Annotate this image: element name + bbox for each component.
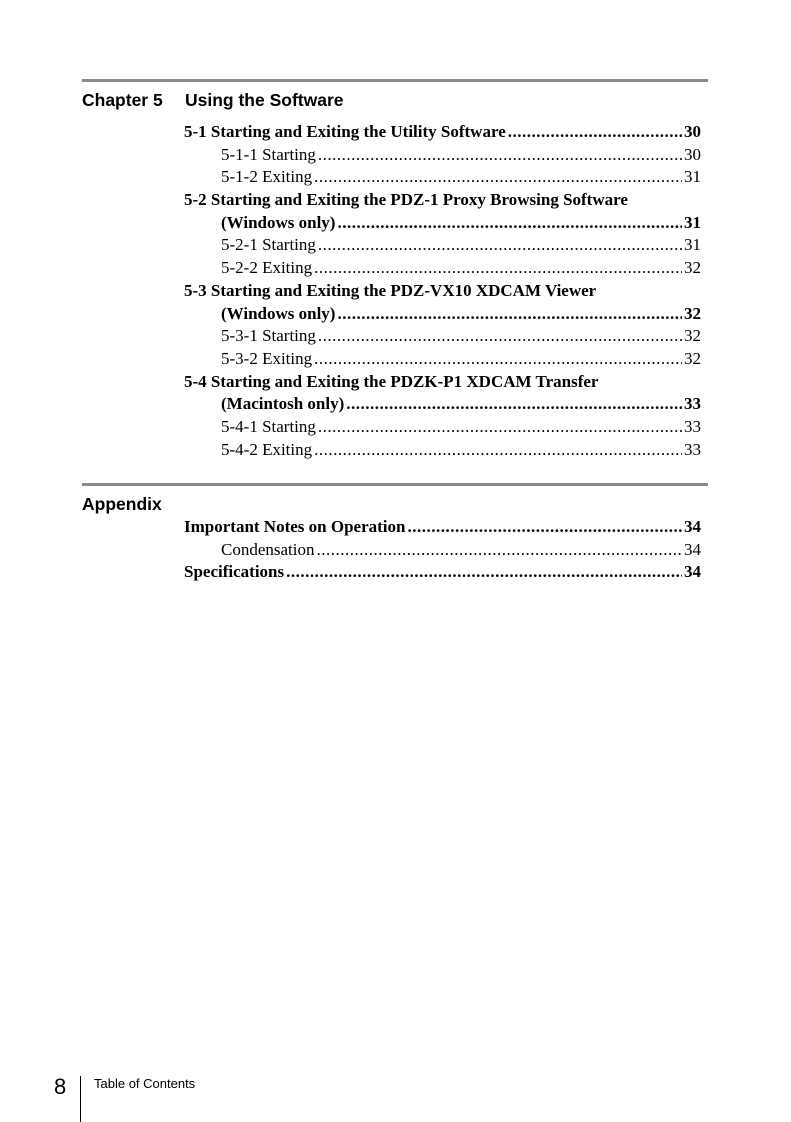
chapter-title: Using the Software: [185, 90, 344, 110]
toc-dot-leader: [314, 439, 682, 462]
toc-entry[interactable]: [184, 234, 701, 257]
toc-page-number: 34: [684, 562, 701, 582]
toc-entry-title: (Windows only): [221, 212, 336, 232]
toc-page-number: 31: [684, 235, 701, 255]
toc-dot-leader: [314, 348, 682, 371]
toc-entry[interactable]: [184, 371, 701, 394]
toc-entry-title: Important Notes on Operation: [184, 517, 406, 536]
toc-dot-leader: [314, 257, 682, 280]
page-number: 8: [54, 1074, 67, 1099]
toc-page-number: 34: [684, 517, 701, 536]
toc-dot-leader: [318, 325, 682, 348]
chapter-heading: [82, 89, 708, 111]
toc-dot-leader: [286, 561, 682, 584]
toc-entry-title: 5-3 Starting and Exiting the PDZ-VX10 XDCAM Viewer: [184, 280, 597, 300]
toc-page-number: 32: [684, 326, 701, 346]
chapter-section: [82, 79, 708, 461]
toc-entry[interactable]: [184, 257, 701, 280]
toc-page-number: 33: [684, 416, 701, 436]
toc-page-number: 31: [684, 167, 701, 187]
section-rule: [82, 483, 708, 486]
appendix-heading: [82, 493, 708, 515]
toc-entry-title: 5-2-1 Starting: [221, 235, 316, 255]
appendix-label: Appendix: [82, 494, 162, 514]
toc-page-number: 32: [684, 348, 701, 368]
toc-page-number: 30: [684, 122, 701, 141]
toc-dot-leader: [314, 166, 682, 189]
toc-dot-leader: [508, 121, 682, 144]
chapter-label: Chapter 5: [82, 90, 163, 110]
toc-entry[interactable]: [184, 212, 701, 235]
appendix-section: [82, 483, 708, 584]
toc-dot-leader: [407, 516, 682, 539]
toc-entry-title: 5-2 Starting and Exiting the PDZ-1 Proxy Browsing Software: [184, 190, 628, 210]
toc-entry[interactable]: [184, 516, 701, 539]
toc-dot-leader: [337, 303, 682, 326]
toc-page-number: 30: [684, 144, 701, 164]
toc-entry-title: 5-2-2 Exiting: [221, 258, 313, 278]
toc-entry-title: 5-1-1 Starting: [221, 144, 316, 164]
toc-entry-title: (Macintosh only): [221, 394, 345, 414]
appendix-toc-list: [184, 516, 701, 584]
toc-dot-leader: [346, 393, 682, 416]
toc-entry-title: 5-4-2 Exiting: [221, 439, 313, 459]
footer-divider: [80, 1076, 81, 1122]
toc-dot-leader: [318, 416, 682, 439]
toc-entry[interactable]: [184, 121, 701, 144]
toc-entry[interactable]: [184, 166, 701, 189]
toc-entry[interactable]: [184, 439, 701, 462]
toc-entry-title: (Windows only): [221, 303, 336, 323]
toc-entry[interactable]: [184, 561, 701, 584]
toc-entry[interactable]: [184, 325, 701, 348]
toc-entry[interactable]: [184, 280, 701, 303]
toc-dot-leader: [337, 212, 682, 235]
toc-entry-title: 5-3-1 Starting: [221, 326, 316, 346]
toc-entry-title: 5-3-2 Exiting: [221, 348, 313, 368]
toc-entry[interactable]: [184, 144, 701, 167]
toc-page-number: 33: [684, 439, 701, 459]
toc-entry-title: 5-1-2 Exiting: [221, 167, 313, 187]
section-rule: [82, 79, 708, 82]
toc-entry[interactable]: [184, 189, 701, 212]
toc-entry[interactable]: [184, 348, 701, 371]
toc-entry[interactable]: [184, 539, 701, 562]
toc-dot-leader: [318, 144, 682, 167]
toc-entry-title: Specifications: [184, 562, 285, 582]
footer-section-title: Table of Contents: [94, 1076, 196, 1091]
toc-entry[interactable]: [184, 303, 701, 326]
toc-page-number: 32: [684, 258, 701, 278]
toc-page-number: 31: [684, 212, 701, 232]
chapter-toc-list: [184, 121, 701, 461]
toc-entry-title: Condensation: [221, 539, 315, 559]
toc-entry-title: 5-4-1 Starting: [221, 416, 316, 436]
toc-entry-title: 5-4 Starting and Exiting the PDZK-P1 XDCAM Transfer: [184, 371, 599, 391]
toc-entry-title: 5-1 Starting and Exiting the Utility Software: [184, 122, 506, 141]
toc-entry[interactable]: [184, 393, 701, 416]
toc-page-number: 34: [684, 539, 701, 559]
toc-entry[interactable]: [184, 416, 701, 439]
toc-dot-leader: [317, 539, 683, 562]
toc-dot-leader: [318, 234, 682, 257]
toc-page-number: 32: [684, 303, 701, 323]
toc-page-number: 33: [684, 394, 701, 414]
